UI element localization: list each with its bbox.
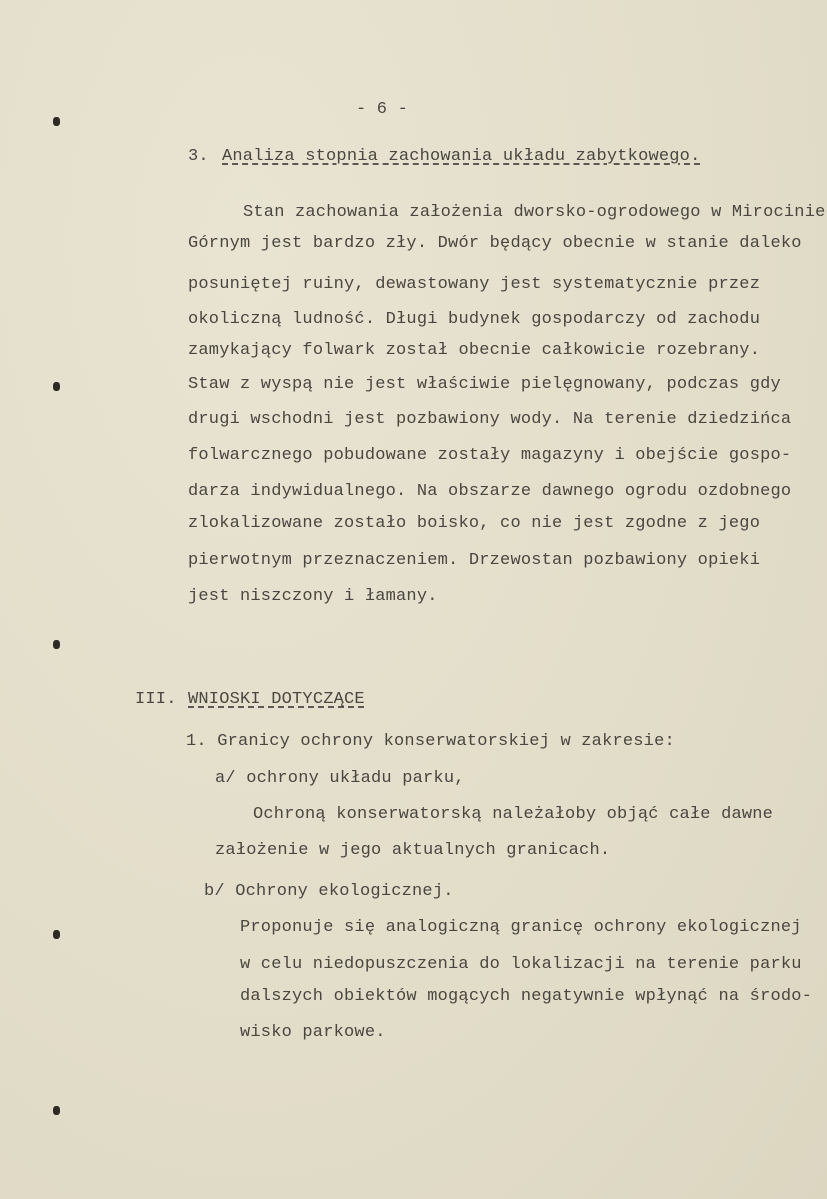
item-a-heading: a/ ochrony układu parku,	[215, 769, 465, 788]
section-3-title: Analiza stopnia zachowania układu zabytkowego.	[222, 147, 701, 166]
paragraph-line: Górnym jest bardzo zły. Dwór będący obecnie w stanie daleko	[188, 234, 802, 253]
punch-hole-mark	[53, 382, 60, 391]
paragraph-line: zamykający folwark został obecnie całkowicie rozebrany.	[188, 341, 761, 360]
item-b-heading: b/ Ochrony ekologicznej.	[204, 882, 454, 901]
paragraph-line: Proponuje się analogiczną granicę ochrony ekologicznej	[240, 918, 802, 937]
paragraph-line: drugi wschodni jest pozbawiony wody. Na terenie dziedzińca	[188, 410, 792, 429]
punch-hole-mark	[53, 640, 60, 649]
paragraph-line: Ochroną konserwatorską należałoby objąć całe dawne	[253, 805, 774, 824]
punch-hole-mark	[53, 1106, 60, 1115]
paragraph-line: wisko parkowe.	[240, 1023, 386, 1042]
paragraph-line: pierwotnym przeznaczeniem. Drzewostan pozbawiony opieki	[188, 551, 761, 570]
section-3-number: 3.	[188, 147, 209, 166]
item-1-heading: 1. Granicy ochrony konserwatorskiej w zakresie:	[186, 732, 675, 751]
paragraph-line: folwarcznego pobudowane zostały magazyny i obejście gospo-	[188, 446, 792, 465]
paragraph-line: założenie w jego aktualnych granicach.	[215, 841, 611, 860]
paragraph-line: jest niszczony i łamany.	[188, 587, 438, 606]
paragraph-line: Staw z wyspą nie jest właściwie pielęgnowany, podczas gdy	[188, 375, 781, 394]
punch-hole-mark	[53, 117, 60, 126]
paragraph-line: posuniętej ruiny, dewastowany jest systematycznie przez	[188, 275, 761, 294]
paragraph-line: zlokalizowane zostało boisko, co nie jest zgodne z jego	[188, 514, 761, 533]
paragraph-line: okoliczną ludność. Długi budynek gospodarczy od zachodu	[188, 310, 761, 329]
section-iii-title: WNIOSKI DOTYCZĄCE	[188, 690, 365, 709]
page-number: - 6 -	[356, 100, 409, 119]
punch-hole-mark	[53, 930, 60, 939]
paragraph-line: w celu niedopuszczenia do lokalizacji na terenie parku	[240, 955, 802, 974]
paragraph-line: darza indywidualnego. Na obszarze dawnego ogrodu ozdobnego	[188, 482, 792, 501]
paragraph-line: Stan zachowania założenia dworsko-ogrodowego w Mirocinie	[243, 203, 826, 222]
paragraph-line: dalszych obiektów mogących negatywnie wpłynąć na środo-	[240, 987, 813, 1006]
section-iii-number: III.	[135, 690, 177, 709]
